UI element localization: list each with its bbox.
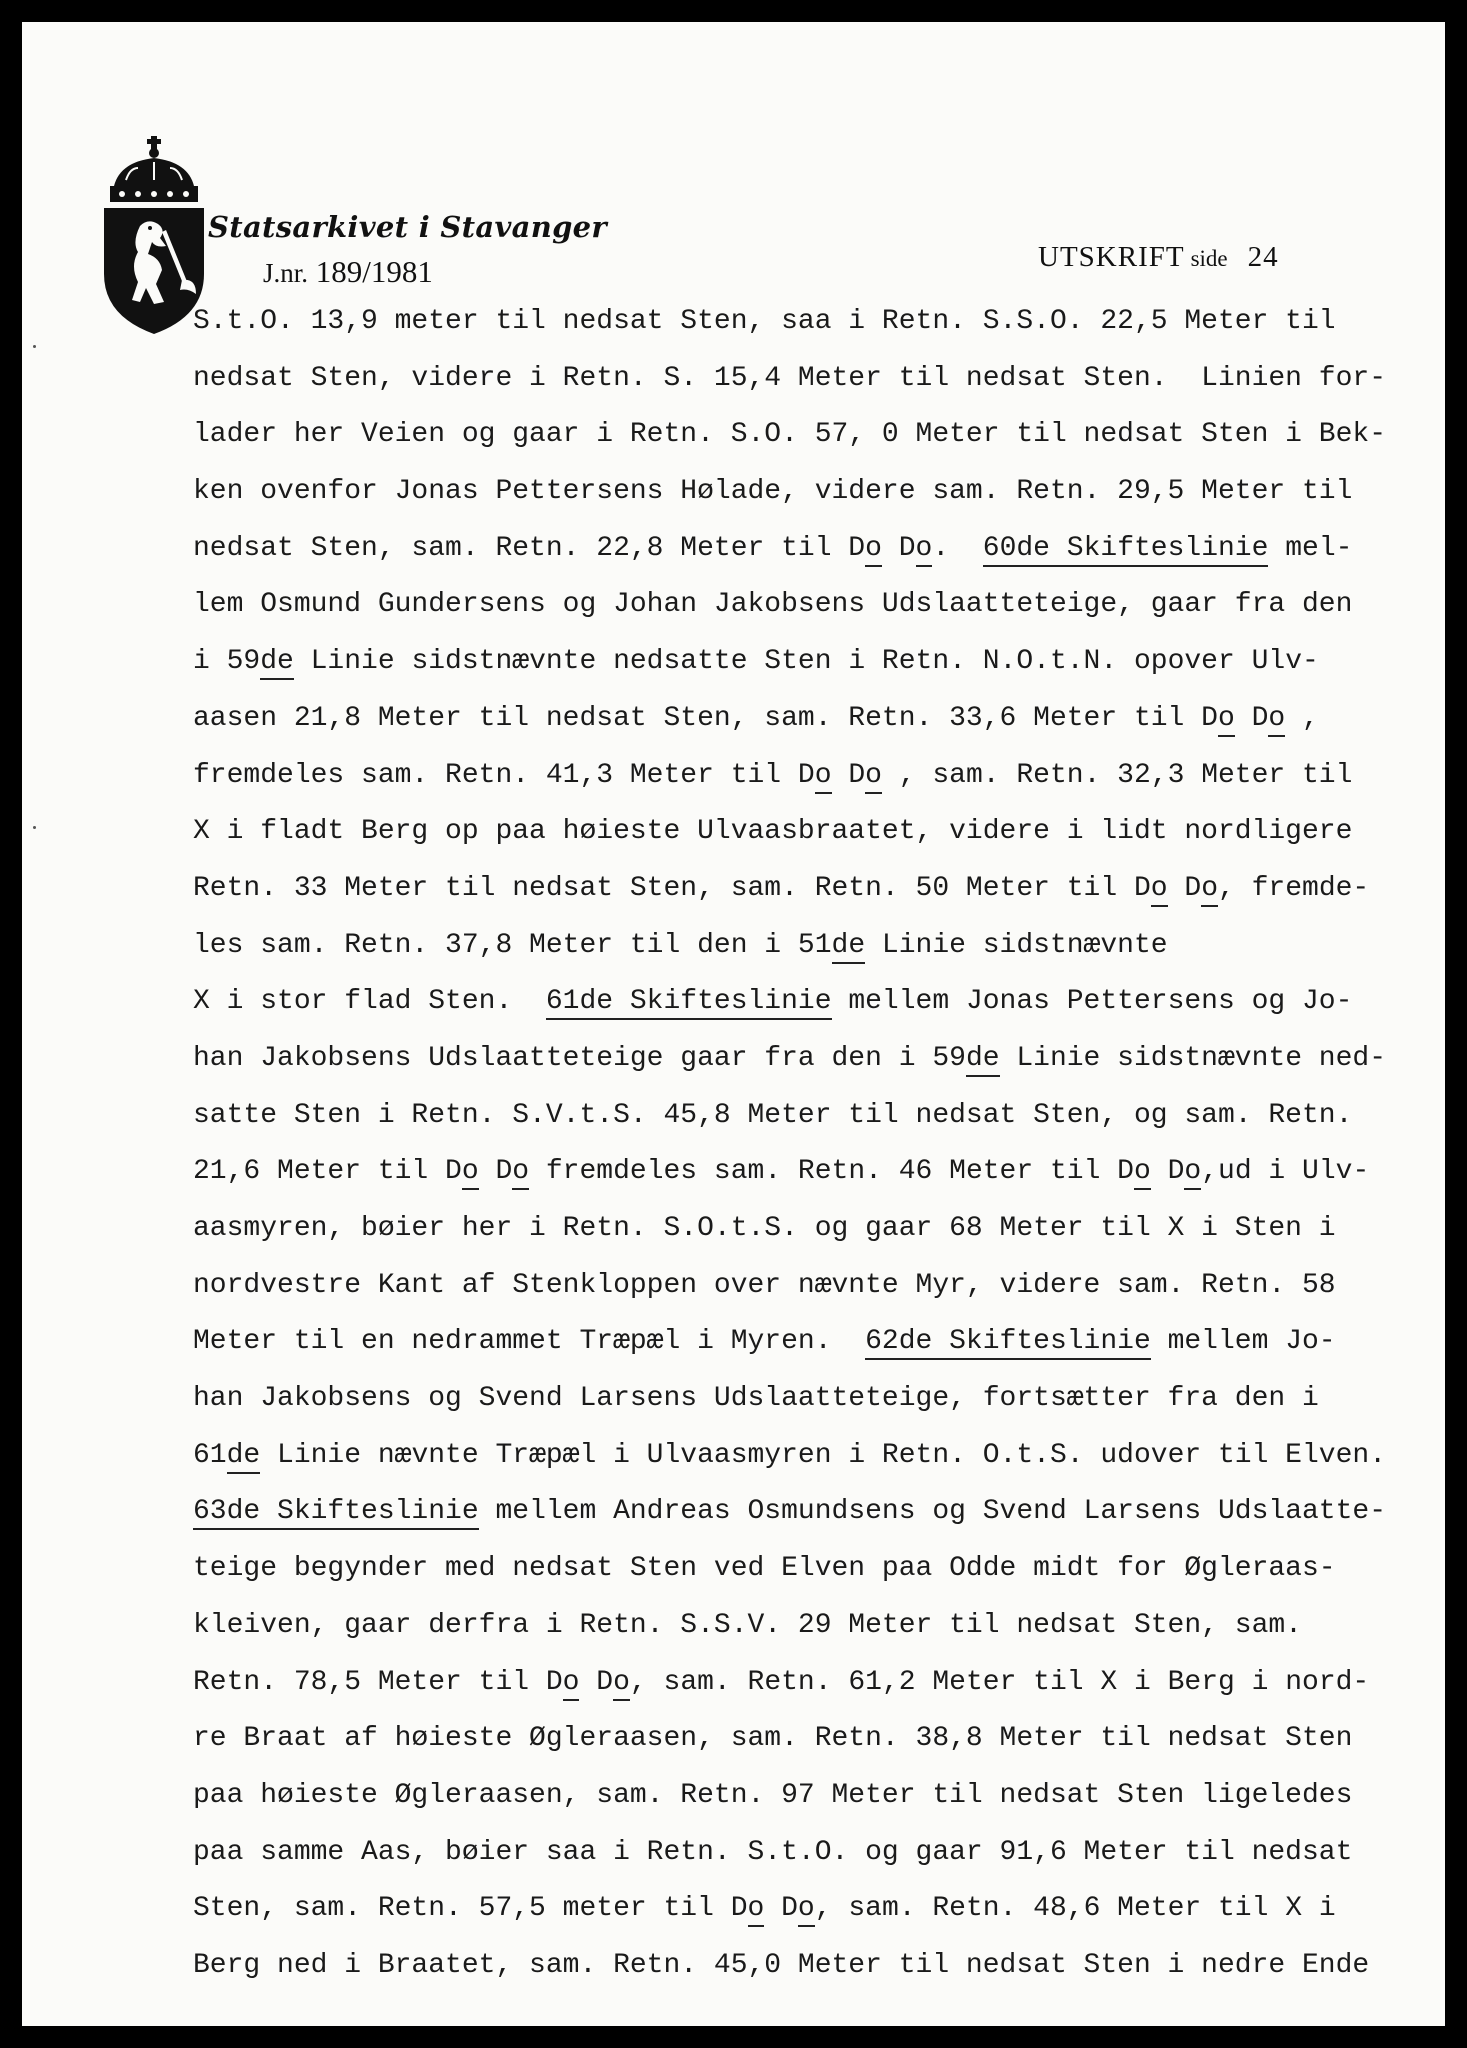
page-number: 24: [1247, 241, 1279, 273]
scan-speck: [33, 826, 36, 829]
section-heading: 63de Skifteslinie: [193, 1496, 479, 1530]
text-line: X i fladt Berg op paa høieste Ulvaasbraatet, videre i lidt nordligere: [193, 816, 1353, 848]
text-line: Retn. 78,5 Meter til Do Do, sam. Retn. 61,2 Meter til X i Berg i nord-: [193, 1655, 1433, 1712]
text-line: satte Sten i Retn. S.V.t.S. 45,8 Meter til nedsat Sten, og sam. Retn.: [193, 1099, 1353, 1131]
text-line: han Jakobsens Udslaatteteige gaar fra den i 59de Linie sidstnævnte ned-: [193, 1031, 1433, 1088]
transcript-page-header: [1038, 241, 1279, 274]
archive-name: Statsarkivet i Stavanger: [208, 210, 607, 244]
scan-speck: [33, 345, 36, 348]
document-page: [22, 22, 1445, 2026]
text-line: lem Osmund Gundersens og Johan Jakobsens Udslaatteteige, gaar fra den: [193, 589, 1353, 621]
text-line: aasen 21,8 Meter til nedsat Sten, sam. Retn. 33,6 Meter til Do Do ,: [193, 691, 1433, 748]
text-line: i 59de Linie sidstnævnte nedsatte Sten i Retn. N.O.t.N. opover Ulv-: [193, 634, 1433, 691]
section-heading: 61de Skifteslinie: [546, 986, 832, 1020]
text-line: nedsat Sten, videre i Retn. S. 15,4 Meter til nedsat Sten. Linien for-: [193, 362, 1386, 394]
journal-label: J.nr.: [263, 258, 309, 288]
text-line: Meter til en nedrammet Træpæl i Myren. 62de Skifteslinie mellem Jo-: [193, 1314, 1433, 1371]
text-line: fremdeles sam. Retn. 41,3 Meter til Do Do , sam. Retn. 32,3 Meter til: [193, 748, 1433, 805]
text-line: 63de Skifteslinie mellem Andreas Osmundsens og Svend Larsens Udslaatte-: [193, 1484, 1433, 1541]
text-line: nedsat Sten, sam. Retn. 22,8 Meter til Do Do. 60de Skifteslinie mel-: [193, 521, 1433, 578]
side-label: side: [1190, 246, 1228, 271]
text-line: paa samme Aas, bøier saa i Retn. S.t.O. og gaar 91,6 Meter til nedsat: [193, 1836, 1353, 1868]
text-line: han Jakobsens og Svend Larsens Udslaatteteige, fortsætter fra den i: [193, 1383, 1319, 1415]
journal-number-value: 189/1981: [315, 254, 433, 289]
transcript-body: [193, 294, 1433, 1995]
text-line: les sam. Retn. 37,8 Meter til den i 51de Linie sidstnævnte: [193, 918, 1433, 975]
text-line: nordvestre Kant af Stenkloppen over nævnte Myr, videre sam. Retn. 58: [193, 1269, 1336, 1301]
text-line: Sten, sam. Retn. 57,5 meter til Do Do, sam. Retn. 48,6 Meter til X i: [193, 1881, 1433, 1938]
text-line: ken ovenfor Jonas Pettersens Hølade, videre sam. Retn. 29,5 Meter til: [193, 476, 1353, 508]
text-line: paa høieste Øgleraasen, sam. Retn. 97 Meter til nedsat Sten ligeledes: [193, 1779, 1353, 1811]
section-heading: 60de Skifteslinie: [983, 533, 1269, 567]
transcript-label: UTSKRIFT: [1038, 241, 1185, 273]
journal-number: [263, 254, 433, 290]
text-line: Retn. 33 Meter til nedsat Sten, sam. Retn. 50 Meter til Do Do, fremde-: [193, 861, 1433, 918]
text-line: 61de Linie nævnte Træpæl i Ulvaasmyren i Retn. O.t.S. udover til Elven.: [193, 1428, 1433, 1485]
text-line: Berg ned i Braatet, sam. Retn. 45,0 Meter til nedsat Sten i nedre Ende: [193, 1949, 1370, 1981]
text-line: S.t.O. 13,9 meter til nedsat Sten, saa i Retn. S.S.O. 22,5 Meter til: [193, 306, 1336, 337]
text-line: aasmyren, bøier her i Retn. S.O.t.S. og gaar 68 Meter til X i Sten i: [193, 1213, 1336, 1244]
text-line: 21,6 Meter til Do Do fremdeles sam. Retn. 46 Meter til Do Do,ud i Ulv-: [193, 1144, 1433, 1201]
text-line: teige begynder med nedsat Sten ved Elven paa Odde midt for Øgleraas-: [193, 1553, 1336, 1585]
text-line: kleiven, gaar derfra i Retn. S.S.V. 29 Meter til nedsat Sten, sam.: [193, 1609, 1302, 1641]
section-heading: 62de Skifteslinie: [865, 1326, 1151, 1360]
text-line: X i stor flad Sten. 61de Skifteslinie mellem Jonas Pettersens og Jo-: [193, 974, 1433, 1031]
text-line: re Braat af høieste Øgleraasen, sam. Retn. 38,8 Meter til nedsat Sten: [193, 1723, 1353, 1755]
text-line: lader her Veien og gaar i Retn. S.O. 57, 0 Meter til nedsat Sten i Bek-: [193, 419, 1386, 451]
